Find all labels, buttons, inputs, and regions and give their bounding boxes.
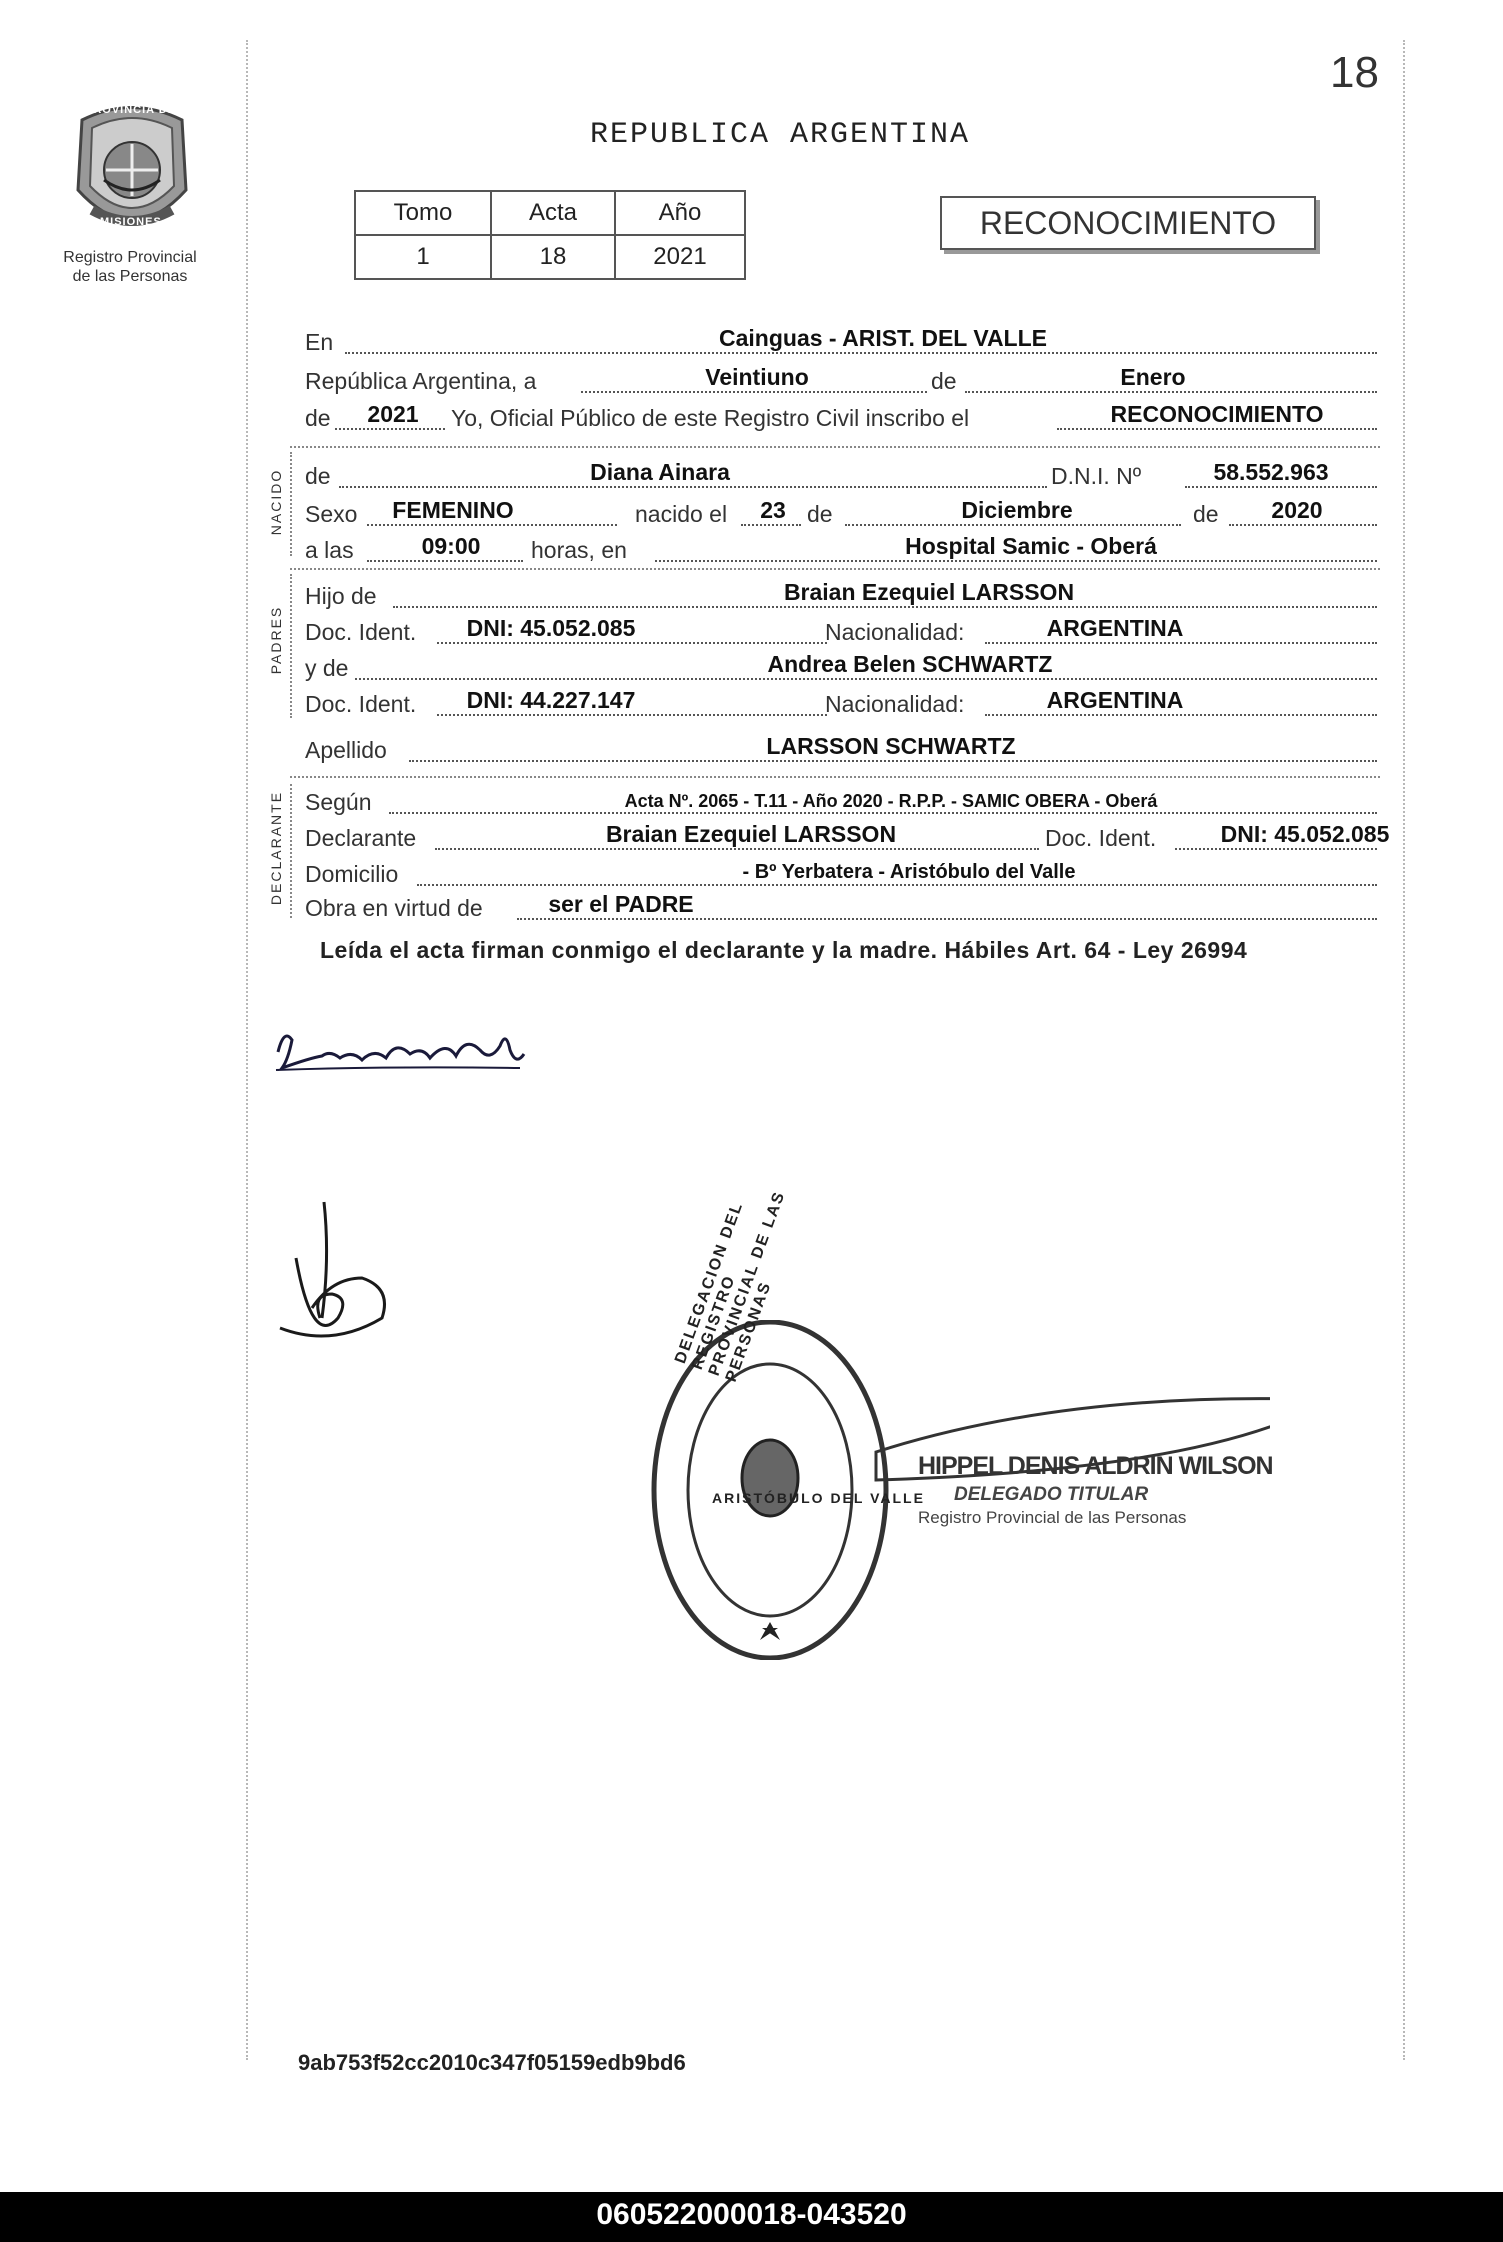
stamp-inner-text: ARISTÓBULO DEL VALLE — [712, 1490, 925, 1506]
separator — [290, 776, 1380, 778]
left-margin-line — [246, 40, 248, 2060]
label-hijo-de: Hijo de — [305, 583, 377, 609]
label-nacido-el: nacido el — [635, 501, 728, 527]
label-horas-en: horas, en — [531, 537, 627, 563]
label-doc-ident: Doc. Ident. — [305, 619, 417, 645]
value-segun: Acta Nº. 2065 - T.11 - Año 2020 - R.P.P. - SAMIC OBERA - Oberá — [624, 791, 1158, 811]
row-domicilio — [305, 856, 1377, 890]
value-anio-nac: 2020 — [1271, 497, 1323, 523]
value-acto: RECONOCIMIENTO — [1110, 401, 1324, 427]
row-hora — [305, 532, 1377, 566]
logo-bottom-text: MISIONES — [100, 216, 162, 228]
row-date — [305, 363, 1377, 397]
row-nombre — [305, 458, 1377, 492]
record-table-cell: 18 — [491, 235, 615, 279]
label-yo: Yo, Oficial Público de este Registro Civil inscribo el — [451, 405, 970, 431]
official-office: Registro Provincial de las Personas — [918, 1508, 1187, 1527]
right-margin-line — [1403, 40, 1405, 2060]
official-title: DELEGADO TITULAR — [954, 1484, 1149, 1505]
page-number: 18 — [1330, 48, 1379, 97]
value-declarante: Braian Ezequiel LARSSON — [605, 821, 897, 847]
label-en: En — [305, 329, 334, 355]
value-lugar-nac: Hospital Samic - Oberá — [905, 533, 1157, 559]
section-rule — [290, 784, 292, 918]
value-dia-nac: 23 — [760, 497, 786, 523]
section-nacido-label: NACIDO — [268, 468, 284, 536]
act-type-box: RECONOCIMIENTO — [940, 196, 1316, 250]
logo-top-text: PROVINCIA DE — [85, 104, 177, 116]
row-madre-doc — [305, 686, 1377, 720]
official-name: HIPPEL DENIS ALDRIN WILSON — [918, 1452, 1273, 1480]
row-place — [305, 324, 1377, 358]
value-sexo: FEMENINO — [392, 497, 514, 523]
separator — [290, 568, 1380, 570]
row-declarante — [305, 820, 1390, 854]
label-republica: República Argentina, a — [305, 368, 537, 394]
label-doc-ident: Doc. Ident. — [305, 691, 417, 717]
row-apellido — [305, 732, 1377, 766]
record-table-cell: 2021 — [615, 235, 745, 279]
closing-note: Leída el acta firman conmigo el declarante y la madre. Hábiles Art. 64 - Ley 26994 — [320, 937, 1248, 963]
label-de-mes: de — [931, 368, 957, 394]
value-padre: Braian Ezequiel LARSSON — [783, 579, 1075, 605]
value-mes: Enero — [1120, 364, 1186, 390]
label-declarante: Declarante — [305, 825, 417, 851]
value-madre: Andrea Belen SCHWARTZ — [767, 651, 1053, 677]
label-de-nombre: de — [305, 463, 331, 489]
label-sexo: Sexo — [305, 501, 358, 527]
record-table-header — [355, 191, 745, 235]
row-padre-doc — [305, 614, 1377, 648]
document-hash: 9ab753f52cc2010c347f05159edb9bd6 — [298, 2050, 686, 2075]
value-apellido: LARSSON SCHWARTZ — [766, 733, 1016, 759]
row-madre — [305, 650, 1377, 684]
value-anio: 2021 — [367, 401, 419, 427]
registry-caption-line2: de las Personas — [72, 268, 188, 285]
label-de-dia: de — [807, 501, 833, 527]
section-rule — [290, 574, 292, 718]
record-table-header-cell: Tomo — [355, 191, 491, 235]
value-mes-nac: Diciembre — [961, 497, 1073, 523]
record-table-header-cell: Año — [615, 191, 745, 235]
label-apellido: Apellido — [305, 737, 387, 763]
label-nacionalidad: Nacionalidad: — [825, 691, 965, 717]
label-doc-ident: Doc. Ident. — [1045, 825, 1157, 851]
value-nombre: Diana Ainara — [590, 459, 730, 485]
row-sexo — [305, 496, 1377, 530]
value-padre-doc: DNI: 45.052.085 — [466, 615, 636, 641]
registry-caption-line1: Registro Provincial — [63, 249, 197, 266]
label-segun: Según — [305, 789, 372, 815]
label-a-las: a las — [305, 537, 354, 563]
value-obra: ser el PADRE — [548, 891, 694, 917]
registry-caption — [40, 248, 220, 286]
record-table-cell: 1 — [355, 235, 491, 279]
value-lugar: Cainguas - ARIST. DEL VALLE — [719, 325, 1047, 351]
section-rule — [290, 452, 292, 556]
document-title: REPUBLICA ARGENTINA — [590, 118, 971, 152]
record-table-row — [355, 235, 745, 279]
row-year — [305, 400, 1377, 434]
value-padre-nac: ARGENTINA — [1046, 615, 1184, 641]
label-domicilio: Domicilio — [305, 861, 399, 887]
footer-code: 060522000018-043520 — [596, 2198, 907, 2231]
value-domicilio: - Bº Yerbatera - Aristóbulo del Valle — [742, 861, 1076, 883]
value-declarante-doc: DNI: 45.052.085 — [1220, 821, 1390, 847]
label-de-anio: de — [305, 405, 331, 431]
label-nacionalidad: Nacionalidad: — [825, 619, 965, 645]
row-segun — [305, 784, 1377, 818]
label-y-de: y de — [305, 655, 349, 681]
row-obra — [305, 890, 1377, 924]
label-dni: D.N.I. Nº — [1051, 463, 1142, 489]
mother-signature — [272, 1198, 392, 1348]
label-obra: Obra en virtud de — [305, 895, 483, 921]
value-madre-nac: ARGENTINA — [1046, 687, 1184, 713]
value-hora: 09:00 — [421, 533, 481, 559]
value-madre-doc: DNI: 44.227.147 — [466, 687, 636, 713]
section-declarante-label: DECLARANTE — [268, 790, 284, 906]
stamp-ring-text: DELEGACION DEL REGISTRO PROVINCIAL DE LAS PERSONAS — [672, 1188, 789, 1385]
row-padre — [305, 578, 1377, 612]
declarant-signature — [270, 1010, 530, 1080]
separator — [290, 446, 1380, 448]
label-de-anio2: de — [1193, 501, 1219, 527]
section-padres-label: PADRES — [268, 605, 284, 675]
record-table-header-cell: Acta — [491, 191, 615, 235]
value-dia-letras: Veintiuno — [705, 364, 809, 390]
value-dni: 58.552.963 — [1213, 459, 1329, 485]
record-table — [354, 190, 746, 280]
